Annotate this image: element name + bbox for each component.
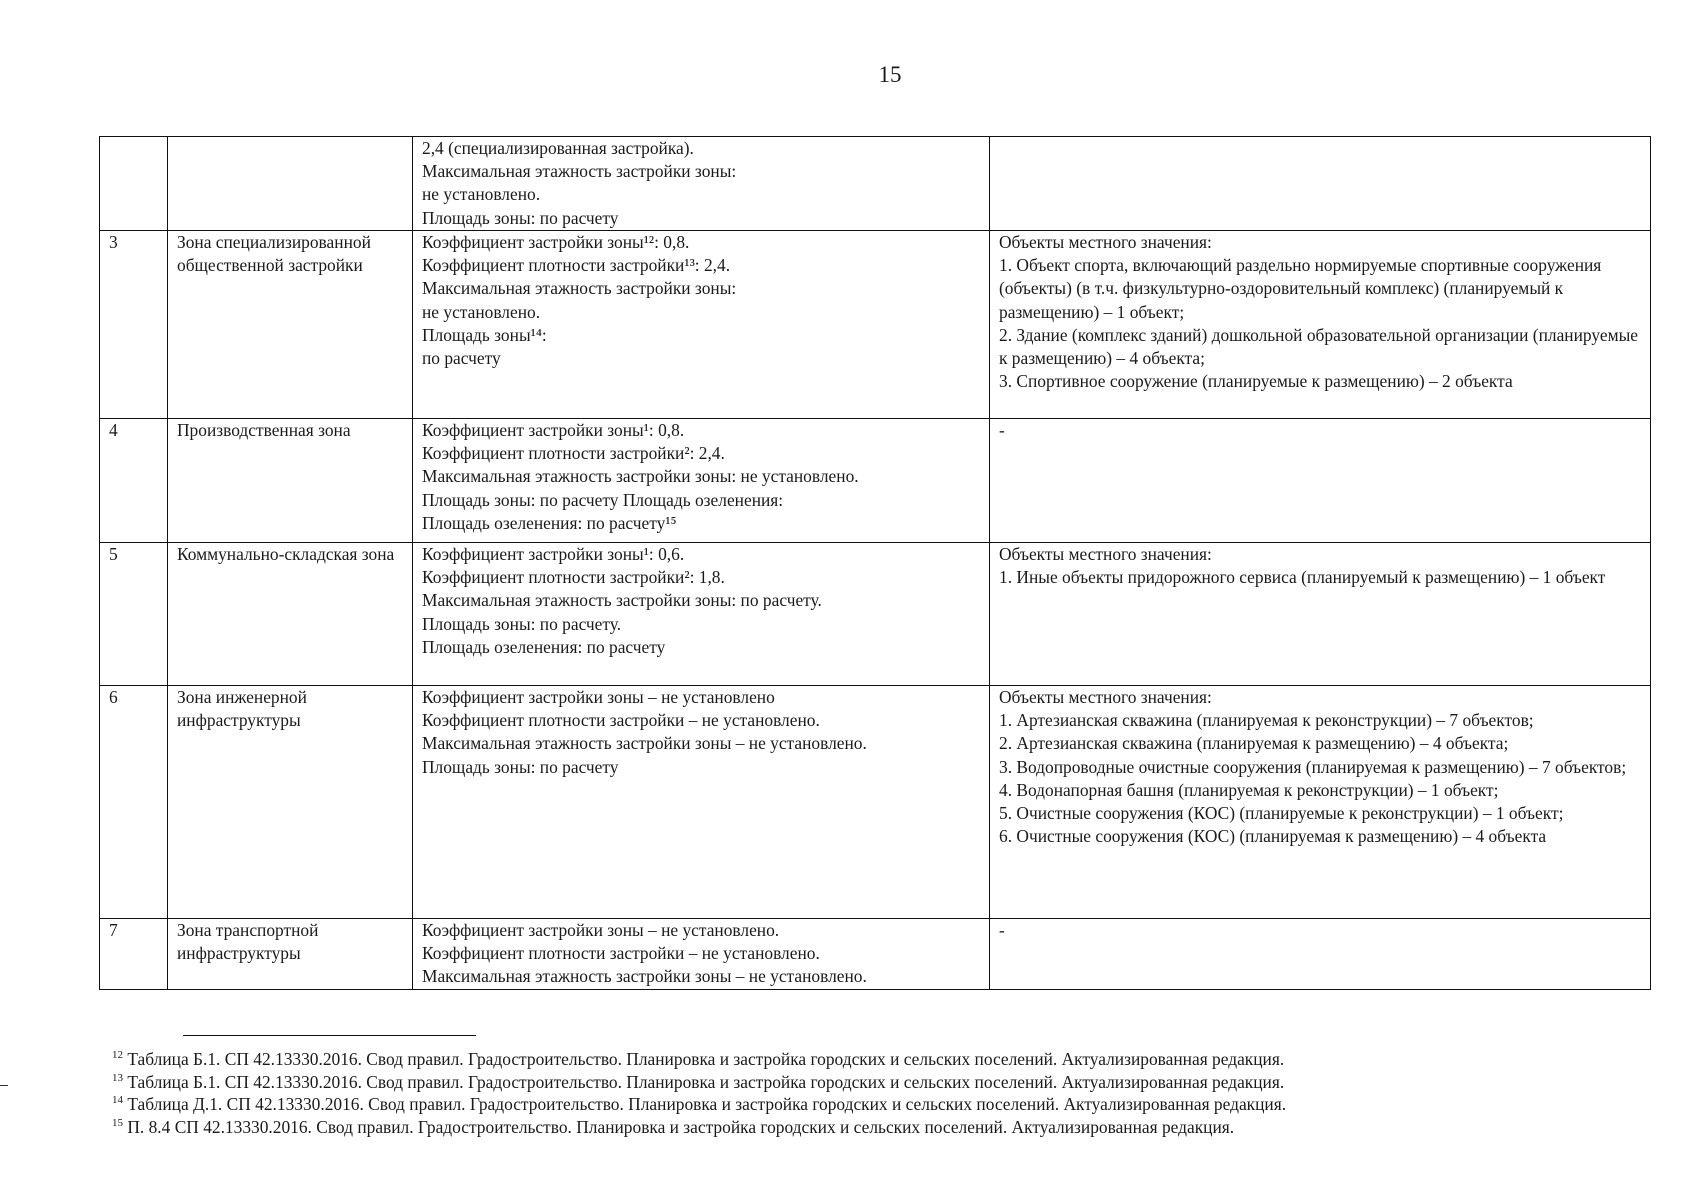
table-row [100, 686, 1651, 919]
param-line: Максимальная этажность застройки зоны: не установлено. [422, 466, 859, 487]
param-line: Площадь зоны: по расчету Площадь озеленения: [422, 489, 784, 510]
zone-objects [990, 919, 1651, 990]
zones-table [99, 136, 1651, 990]
table-row [100, 231, 1651, 419]
param-line: Коэффициент плотности застройки – не установлено. [422, 710, 820, 731]
objects-title: Объекты местного значения: [999, 544, 1212, 564]
param-line: Площадь зоны: по расчету. [422, 613, 622, 634]
param-line: Площадь озеленения: по расчету¹⁵ [422, 512, 677, 533]
param-line: 2,4 (специализированная застройка). [422, 138, 694, 158]
param-line: Максимальная этажность застройки зоны – не установлено. [422, 966, 867, 987]
footnote-mark: 15 [112, 1116, 123, 1129]
zone-number [100, 137, 168, 231]
zone-name: Коммунально-складская зона [168, 543, 413, 686]
param-line: Коэффициент застройки зоны¹: 0,6. [422, 544, 685, 564]
footnote-text: Таблица Б.1. СП 42.13330.2016. Свод правил. Градостроительство. Планировка и застройка городских и сельских поселений. Актуализированная редакция. [123, 1049, 1285, 1069]
zone-name: Производственная зона [168, 419, 413, 543]
objects-title: - [999, 420, 1005, 440]
objects-title: - [999, 920, 1005, 940]
footnote [112, 1048, 1286, 1071]
list-item: 3. Спортивное сооружение (планируемые к размещению) – 2 объекта [999, 371, 1513, 392]
zone-objects [990, 686, 1651, 919]
list-item: 2. Здание (комплекс зданий) дошкольной образовательной организации (планируемые к размещению) – 4 объекта; [999, 324, 1638, 369]
zone-parameters [413, 419, 990, 543]
zone-number: 5 [100, 543, 168, 686]
footnote-text: Таблица Д.1. СП 42.13330.2016. Свод правил. Градостроительство. Планировка и застройка городских и сельских поселений. Актуализированная редакция. [123, 1094, 1287, 1115]
list-item: 1. Иные объекты придорожного сервиса (планируемый к размещению) – 1 объект [999, 567, 1606, 588]
param-line: Коэффициент застройки зоны – не установлено. [422, 920, 780, 940]
param-line: Площадь зоны: по расчету [422, 756, 619, 777]
footnote-separator [183, 1035, 476, 1036]
zone-parameters [413, 686, 990, 919]
objects-list [999, 566, 1641, 589]
list-item: 1. Объект спорта, включающий раздельно нормируемые спортивные сооружения (объекты) (в т.ч. физкультурно-оздоровительный комплекс) (планируемый к размещению) – 1 объект; [999, 255, 1602, 322]
footnote-text: П. 8.4 СП 42.13330.2016. Свод правил. Градостроительство. Планировка и застройка городских и сельских поселений. Актуализированная редакция. [123, 1116, 1235, 1137]
footnote [112, 1116, 1286, 1139]
footnote-mark: 13 [112, 1071, 123, 1084]
zone-number: 7 [100, 919, 168, 990]
zone-objects [990, 137, 1651, 231]
objects-title: Объекты местного значения: [999, 232, 1212, 252]
footnote [112, 1093, 1286, 1116]
page-number: 15 [878, 62, 902, 87]
zone-parameters [413, 231, 990, 419]
zone-name: Зона транспортной инфраструктуры [168, 919, 413, 990]
list-item: 1. Артезианская скважина (планируемая к реконструкции) – 7 объектов; [999, 710, 1534, 731]
param-line: Площадь зоны: по расчету [422, 207, 619, 228]
zone-parameters [413, 137, 990, 231]
param-line: Коэффициент застройки зоны – не установлено [422, 687, 775, 707]
param-line: Максимальная этажность застройки зоны: [422, 278, 737, 299]
footnote-mark: 12 [112, 1049, 123, 1062]
objects-list [999, 254, 1641, 393]
table-row [100, 543, 1651, 686]
zone-objects [990, 543, 1651, 686]
param-line: Коэффициент плотности застройки¹³: 2,4. [422, 255, 731, 276]
footnote-mark: 14 [112, 1094, 123, 1107]
param-line: Коэффициент застройки зоны¹: 0,8. [422, 420, 685, 440]
footnote [112, 1071, 1286, 1094]
param-line: Максимальная этажность застройки зоны: [422, 161, 737, 182]
param-line: по расчету [422, 348, 501, 369]
margin-mark [0, 1085, 8, 1086]
zone-objects [990, 231, 1651, 419]
param-line: Коэффициент плотности застройки²: 2,4. [422, 443, 725, 464]
zone-parameters [413, 543, 990, 686]
zone-name: Зона инженерной инфраструктуры [168, 686, 413, 919]
zone-number: 3 [100, 231, 168, 419]
param-line: Коэффициент застройки зоны¹²: 0,8. [422, 232, 690, 252]
param-line: Коэффициент плотности застройки – не установлено. [422, 943, 820, 964]
list-item: 4. Водонапорная башня (планируемая к реконструкции) – 1 объект; [999, 779, 1499, 800]
footnotes [112, 1048, 1286, 1138]
table-row [100, 919, 1651, 990]
zone-objects [990, 419, 1651, 543]
table-row [100, 419, 1651, 543]
zone-name [168, 137, 413, 231]
objects-list [999, 709, 1641, 848]
zone-number: 6 [100, 686, 168, 919]
param-line: Площадь озеленения: по расчету [422, 636, 666, 657]
objects-title: Объекты местного значения: [999, 687, 1212, 707]
list-item: 6. Очистные сооружения (КОС) (планируемая к размещению) – 4 объекта [999, 826, 1547, 847]
table-row [100, 137, 1651, 231]
list-item: 2. Артезианская скважина (планируемая к размещению) – 4 объекта; [999, 733, 1509, 754]
param-line: Максимальная этажность застройки зоны: по расчету. [422, 590, 822, 611]
zone-name: Зона специализированной общественной застройки [168, 231, 413, 419]
list-item: 3. Водопроводные очистные сооружения (планируемая к размещению) – 7 объектов; [999, 756, 1627, 777]
param-line: Площадь зоны¹⁴: [422, 324, 547, 345]
list-item: 5. Очистные сооружения (КОС) (планируемые к реконструкции) – 1 объект; [999, 803, 1564, 824]
footnote-text: Таблица Б.1. СП 42.13330.2016. Свод правил. Градостроительство. Планировка и застройка городских и сельских поселений. Актуализированная редакция. [123, 1071, 1285, 1092]
param-line: не установлено. [422, 184, 541, 205]
zone-parameters [413, 919, 990, 990]
param-line: Коэффициент плотности застройки²: 1,8. [422, 567, 725, 588]
param-line: Максимальная этажность застройки зоны – не установлено. [422, 733, 867, 754]
zone-number: 4 [100, 419, 168, 543]
param-line: не установлено. [422, 301, 541, 322]
